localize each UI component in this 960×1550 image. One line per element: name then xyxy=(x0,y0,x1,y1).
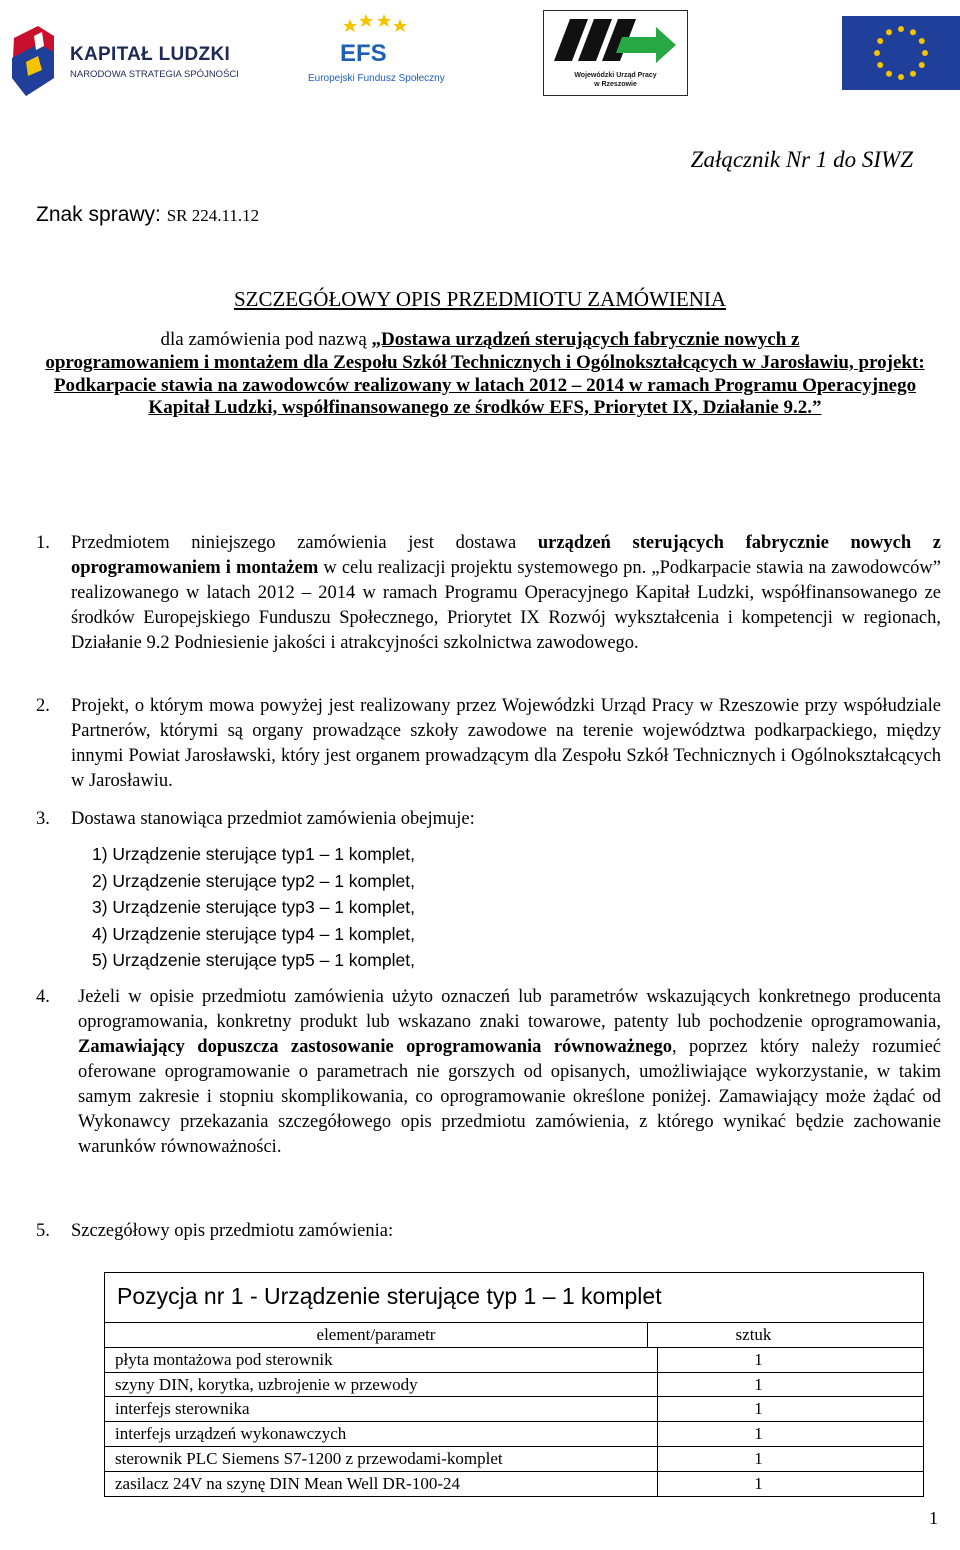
efs-logo xyxy=(304,10,444,90)
section-5-number: 5. xyxy=(36,1221,50,1241)
section-4-bold: Zamawiający dopuszcza zastosowanie oprogramowania równoważnego xyxy=(78,1037,673,1057)
table-cell-element: zasilacz 24V na szynę DIN Mean Well DR-100-24 xyxy=(105,1472,658,1496)
table-row xyxy=(105,1397,923,1422)
section-4 xyxy=(36,985,941,1160)
section-1 xyxy=(36,531,941,656)
wup-line2: w Rzeszowie xyxy=(594,81,637,88)
kapital-ludzki-title: KAPITAŁ LUDZKI xyxy=(70,44,231,65)
subtitle-intro: dla zamówienia pod nazwą xyxy=(160,329,367,350)
wup-emblem-icon xyxy=(544,11,687,69)
table-cell-quantity: 1 xyxy=(754,1349,763,1369)
eu-star xyxy=(898,26,904,32)
page-number: 1 xyxy=(929,1508,938,1528)
table-cell-quantity: 1 xyxy=(754,1424,763,1444)
section-2-body: Projekt, o którym mowa powyżej jest realizowany przez Wojewódzki Urząd Pracy w Rzeszowie przy współudziale Partnerów, którymi są organy prowadzące szkoły zawodowe na terenie województwa podkarpackiego, między innymi Powiat Jarosławski, który jest organem prowadzącym dla Zespołu Szkół Technicznych i Ogólnokształcących w Jarosławiu. xyxy=(71,696,941,791)
section-3 xyxy=(36,807,941,832)
list-item: 2) Urządzenie sterujące typ2 – 1 komplet, xyxy=(92,870,415,891)
table-row xyxy=(105,1373,923,1398)
section-4-text-a: Jeżeli w opisie przedmiotu zamówienia użyto oznaczeń lub parametrów wskazujących konkretnego producenta oprogramowania, konkretny produkt lub wskazano znaki towarowe, patenty lub pochodzenie oprogramowania, xyxy=(78,987,941,1032)
section-5 xyxy=(36,1219,941,1244)
table-row xyxy=(105,1472,923,1496)
section-1-text-b: w celu realizacji projektu systemowego pn. „Podkarpacie stawia na zawodowców” realizowanego w latach 2012 – 2014 w ramach Programu Operacyjnego Kapitał Ludzki, współfinansowanego ze środków Europejskiego Funduszu Społecznego, Priorytet IX Rozwój wykształcenia i kompetencji w regionach, Działanie 9.2 Podniesienie jakości i atrakcyjności szkolnictwa zawodowego. xyxy=(71,558,942,653)
list-item: 3) Urządzenie sterujące typ3 – 1 komplet, xyxy=(92,897,415,918)
column-header-quantity: sztuk xyxy=(735,1325,772,1344)
section-2-number: 2. xyxy=(36,696,50,716)
attachment-label: Załącznik Nr 1 do SIWZ xyxy=(690,147,913,172)
kapital-ludzki-emblem-icon xyxy=(8,18,68,98)
subtitle-bold-rest: oprogramowaniem i montażem dla Zespołu Szkół Technicznych i Ogólnokształcących w Jarosławiu, projekt: Podkarpacie stawia na zawodowców realizowany w latach 2012 – 2014 w ramach Programu Operacyjnego Kapitał Ludzki, współfinansowanego ze środków EFS, Priorytet IX, Działanie 9.2.” xyxy=(45,352,925,418)
wup-line1: Wojewódzki Urząd Pracy xyxy=(574,72,657,79)
table-title: Pozycja nr 1 - Urządzenie sterujące typ 1 – 1 komplet xyxy=(105,1273,923,1323)
section-1-text-a: Przedmiotem niniejszego zamówienia jest dostawa xyxy=(71,533,538,553)
wup-caption xyxy=(544,71,687,89)
eu-star xyxy=(877,38,883,44)
eu-star xyxy=(877,62,883,68)
table-cell-element: szyny DIN, korytka, uzbrojenie w przewody xyxy=(105,1373,658,1397)
document-title: SZCZEGÓŁOWY OPIS PRZEDMIOTU ZAMÓWIENIA xyxy=(233,287,727,311)
table-cell-element: płyta montażowa pod sterownik xyxy=(105,1348,658,1372)
list-item: 4) Urządzenie sterujące typ4 – 1 komplet, xyxy=(92,923,415,944)
reference-line xyxy=(36,203,259,227)
eu-star xyxy=(910,29,916,35)
table-cell-element: interfejs urządzeń wykonawczych xyxy=(105,1422,658,1446)
table-cell-element: sterownik PLC Siemens S7-1200 z przewodami-komplet xyxy=(105,1447,658,1471)
wup-logo xyxy=(543,10,688,96)
subtitle-bold-first: „Dostawa urządzeń sterujących fabrycznie nowych z xyxy=(371,329,800,350)
column-header-element: element/parametr xyxy=(105,1323,648,1347)
section-4-number: 4. xyxy=(36,987,50,1007)
delivery-list xyxy=(92,841,415,974)
eu-flag-icon xyxy=(842,16,960,90)
eu-star xyxy=(910,71,916,77)
eu-star xyxy=(919,38,925,44)
table-row xyxy=(105,1422,923,1447)
section-4-text-b: , poprzez który należy rozumieć oferowane oprogramowanie o parametrach nie gorszych od opisanych, umożliwiające wykorzystanie, w takim samym zakresie i stopniu skomplikowania, co oprogramowanie określone poniżej. Zamawiający może żądać od Wykonawcy przekazania szczegółowego opis przedmiotu zamówienia, z którego wynikać będzie zachowanie warunków równoważności. xyxy=(78,1037,941,1157)
table-cell-quantity: 1 xyxy=(754,1448,763,1468)
eu-star xyxy=(919,62,925,68)
eu-star xyxy=(898,74,904,80)
reference-label: Znak sprawy: xyxy=(36,203,167,226)
efs-stars-icon xyxy=(304,10,444,40)
kapital-ludzki-subtitle: NARODOWA STRATEGIA SPÓJNOŚCI xyxy=(70,69,239,80)
subtitle-line1 xyxy=(0,329,960,351)
eu-star xyxy=(886,29,892,35)
list-item: 5) Urządzenie sterujące typ5 – 1 komplet, xyxy=(92,950,415,971)
section-2 xyxy=(36,694,941,794)
table-row xyxy=(105,1348,923,1373)
table-cell-quantity: 1 xyxy=(754,1473,763,1493)
section-3-number: 3. xyxy=(36,809,50,829)
section-1-bold: urządzeń sterujących fabrycznie nowych z oprogramowaniem i montażem xyxy=(71,533,941,578)
specification-table xyxy=(104,1272,924,1497)
table-cell-quantity: 1 xyxy=(754,1374,763,1394)
section-3-body: Dostawa stanowiąca przedmiot zamówienia obejmuje: xyxy=(71,809,475,829)
table-header-row xyxy=(105,1323,923,1348)
efs-subtitle: Europejski Fundusz Społeczny xyxy=(308,73,445,84)
table-row xyxy=(105,1447,923,1472)
section-5-body: Szczegółowy opis przedmiotu zamówienia: xyxy=(71,1221,394,1241)
eu-star xyxy=(922,50,928,56)
efs-title: EFS xyxy=(340,40,387,67)
eu-star xyxy=(886,71,892,77)
list-item: 1) Urządzenie sterujące typ1 – 1 komplet, xyxy=(92,844,415,864)
section-4-body xyxy=(78,985,941,1160)
section-1-body xyxy=(71,531,941,656)
section-1-number: 1. xyxy=(36,533,50,553)
table-cell-element: interfejs sterownika xyxy=(105,1397,658,1421)
kapital-ludzki-logo xyxy=(8,18,239,98)
eu-star xyxy=(874,50,880,56)
reference-number: SR 224.11.12 xyxy=(166,206,260,225)
table-cell-quantity: 1 xyxy=(754,1399,763,1419)
